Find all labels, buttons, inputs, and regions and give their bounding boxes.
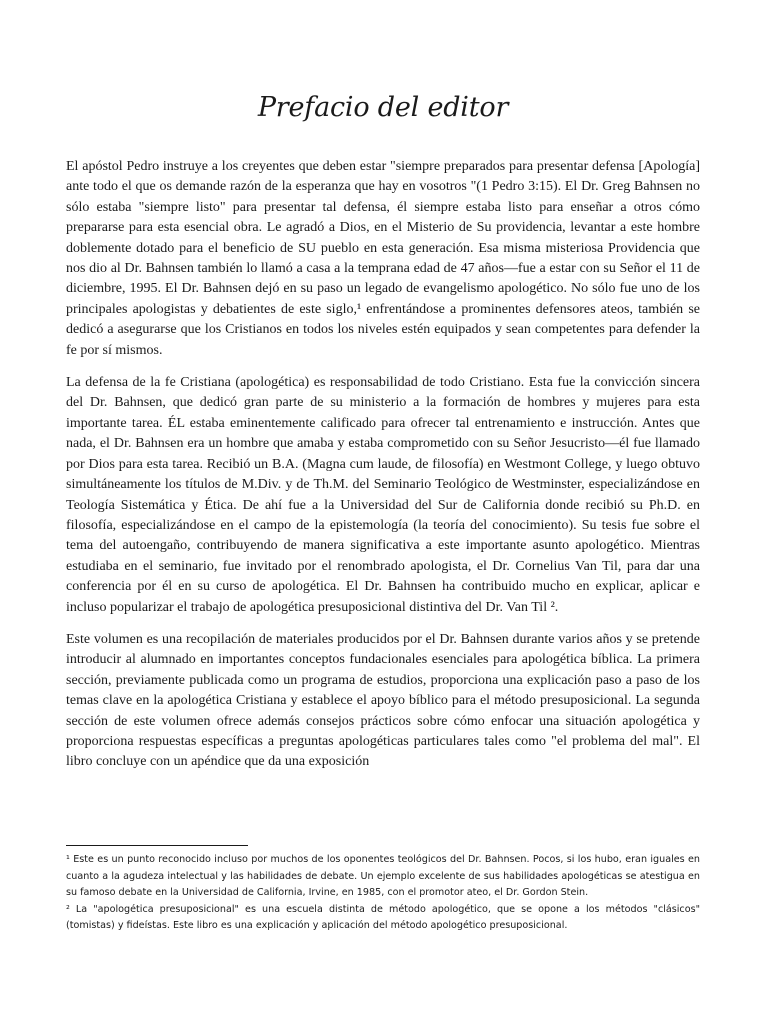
paragraph-2: La defensa de la fe Cristiana (apologética) es responsabilidad de todo Cristiano. Esta fue la convicción sincera del Dr. Bahnsen, que dedicó gran parte de su ministerio a la formación de hombres y mujeres para esta importante tarea. ÉL estaba eminentemente calificado para ofrecer tal entrenamiento e instrucción. Antes que nada, el Dr. Bahnsen era un hombre que amaba y estaba comprometido con su Señor Jesucristo—él fue llamado por Dios para esta tarea. Recibió un B.A. (Magna cum laude, de filosofía) en Westmont College, y luego obtuvo simultáneamente los títulos de M.Div. y de Th.M. del Seminario Teológico de Westminster, especializándose en Teología Sistemática y Ética. De ahí fue a la Universidad del Sur de California donde recibió su Ph.D. en filosofía, especializándose en el campo de la epistemología (la teoría del conocimiento). Su tesis fue sobre el tema del autoengaño, contribuyendo de manera significativa a este importante asunto apologético. Mientras estudiaba en el seminario, fue invitado por el renombrado apologista, el Dr. Cornelius Van Til, para dar una conferencia por él en su curso de apologética. El Dr. Bahnsen ha contribuido mucho en explicar, aplicar e incluso popularizar el trabajo de apologética presuposicional distintiva del Dr. Van Til ². (66, 375, 700, 615)
footnote-divider (66, 845, 248, 846)
page-title: Prefacio del editor (257, 92, 509, 123)
document-page (66, 92, 700, 785)
footnote-2: ² La "apologética presuposicional" es una escuela distinta de método apologético, que se opone a los métodos "clásicos" (tomistas) y fideístas. Este libro es una explicación y aplicación del método apologético presuposicional. (66, 903, 700, 931)
footnote-1: ¹ Este es un punto reconocido incluso por muchos de los oponentes teológicos del Dr. Bahnsen. Pocos, si los hubo, eran iguales en cuanto a la agudeza intelectual y las habilidades de debate. Un ejemplo excelente de sus habilidades apologéticas se atestigua en su famoso debate en la Universidad de California, Irvine, en 1985, con el promotor ateo, el Dr. Gordon Stein. (66, 854, 700, 898)
paragraph-1: El apóstol Pedro instruye a los creyentes que deben estar "siempre preparados para presentar defensa [Apología] ante todo el que os demande razón de la esperanza que hay en vosotros "(1 Pedro 3:15). El Dr. Greg Bahnsen no sólo estaba "siempre listo" para presentar tal defensa, él siempre estaba listo para enseñar a otros cómo prepararse para esta esencial obra. Le agradó a Dios, en el Misterio de Su providencia, levantar a este hombre doblemente dotado para el beneficio de SU pueblo en esta generación. Esa misma misteriosa Providencia que nos dio al Dr. Bahnsen también lo llamó a casa a la temprana edad de 47 años—fue a estar con su Señor el 11 de diciembre, 1995. El Dr. Bahnsen dejó en su paso un legado de evangelismo apologético. No sólo fue uno de los principales apologistas y debatientes de este siglo,¹ enfrentándose a prominentes defensores ateos, también se dedicó a asegurarse que los Cristianos en todos los niveles estén equipados y sean competentes para defender la fe por sí mismos. (66, 159, 700, 358)
paragraph-3: Este volumen es una recopilación de materiales producidos por el Dr. Bahnsen durante varios años y se pretende introducir al alumnado en importantes conceptos fundacionales esenciales para apologética bíblica. La primera sección, previamente publicada como un programa de estudios, proporciona una explicación paso a paso de los temas clave en la apologética Cristiana y establece el apoyo bíblico para el método presuposicional. La segunda sección de este volumen ofrece además consejos prácticos sobre cómo enfocar una situación apologética y proporciona respuestas específicas a preguntas apologéticas particulares tales como "el problema del mal". El libro concluye con un apéndice que da una exposición (66, 631, 700, 770)
footnotes (66, 845, 700, 935)
